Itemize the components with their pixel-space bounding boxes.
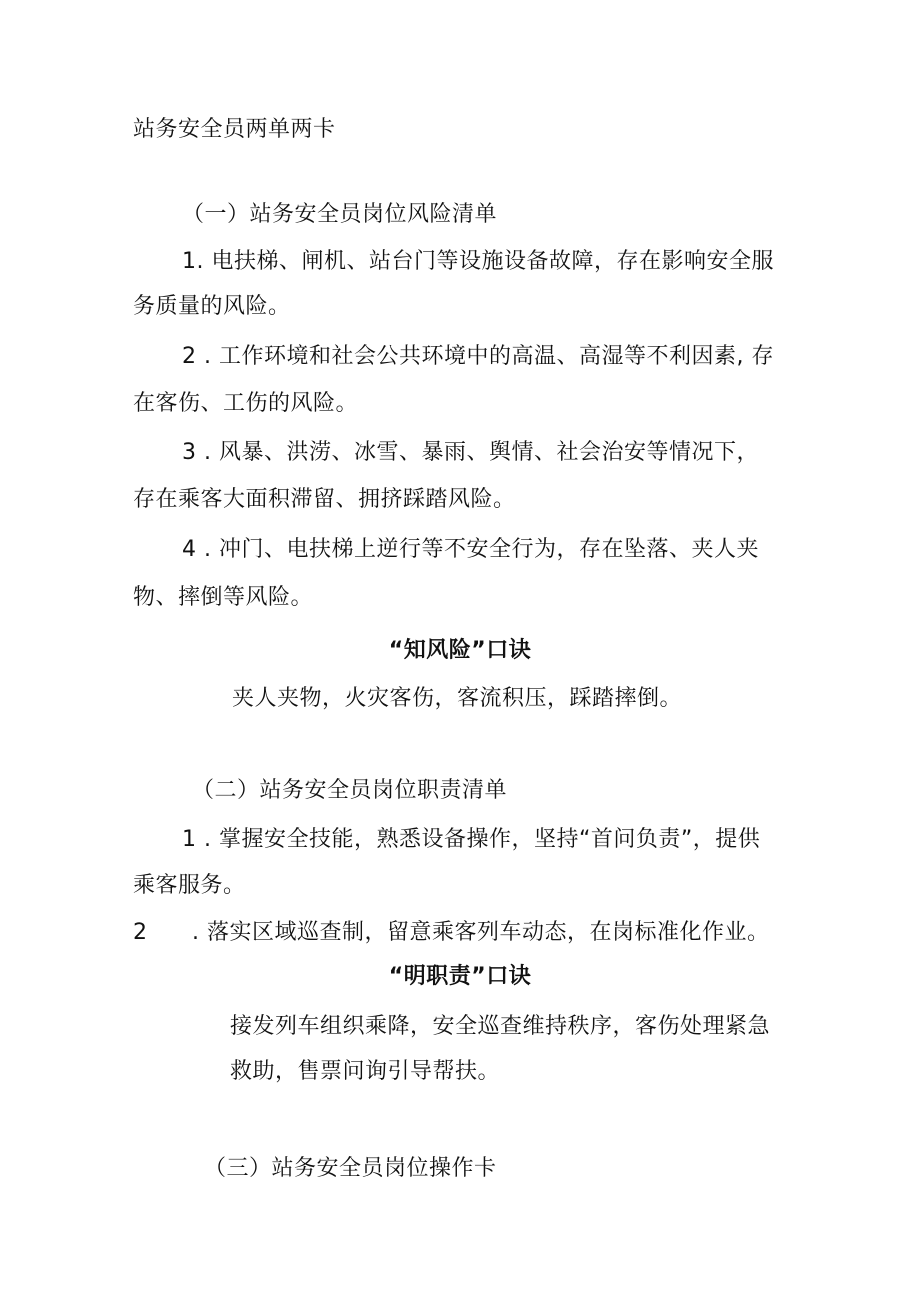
duty-item-2-number: 2 xyxy=(133,920,148,945)
duty-item-1-line-2: 乘客服务。 xyxy=(133,873,246,898)
duty-verse-line-2: 救助，售票问询引导帮扶。 xyxy=(230,1059,501,1084)
section-3-heading: （三）站务安全员岗位操作卡 xyxy=(204,1156,497,1181)
duty-verse-line-1: 接发列车组织乘降，安全巡查维持秩序，客伤处理紧急 xyxy=(230,1014,771,1039)
document-title: 站务安全员两单两卡 xyxy=(133,117,336,142)
duty-verse-title: “明职责”口诀 xyxy=(388,964,532,989)
risk-item-3-line-1: 3 . 风暴、洪涝、冰雪、暴雨、舆情、社会治安等情况下， xyxy=(182,440,759,465)
risk-verse-title: “知风险”口诀 xyxy=(388,638,532,663)
risk-item-4-line-1: 4 . 冲门、电扶梯上逆行等不安全行为，存在坠落、夹人夹 xyxy=(182,537,759,562)
risk-item-2-line-2: 在客伤、工伤的风险。 xyxy=(133,391,359,416)
duty-item-2-text: . 落实区域巡查制，留意乘客列车动态，在岗标准化作业。 xyxy=(192,920,770,945)
risk-item-3-line-2: 存在乘客大面积滞留、拥挤踩踏风险。 xyxy=(133,487,516,512)
section-1-heading: （一）站务安全员岗位风险清单 xyxy=(182,202,498,227)
risk-item-4-line-2: 物、摔倒等风险。 xyxy=(133,585,314,610)
duty-item-1-line-1: 1 . 掌握安全技能，熟悉设备操作，坚持“首问负责”，提供 xyxy=(182,827,761,852)
risk-verse: 夹人夹物，火灾客伤，客流积压，踩踏摔倒。 xyxy=(232,686,683,711)
risk-item-1-line-2: 务质量的风险。 xyxy=(133,294,291,319)
risk-item-2-line-1: 2 . 工作环境和社会公共环境中的高温、高湿等不利因素, 存 xyxy=(182,344,774,369)
risk-item-1-line-1: 1. 电扶梯、闸机、站台门等设施设备故障，存在影响安全服 xyxy=(182,249,774,274)
section-2-heading: （二）站务安全员岗位职责清单 xyxy=(192,778,508,803)
